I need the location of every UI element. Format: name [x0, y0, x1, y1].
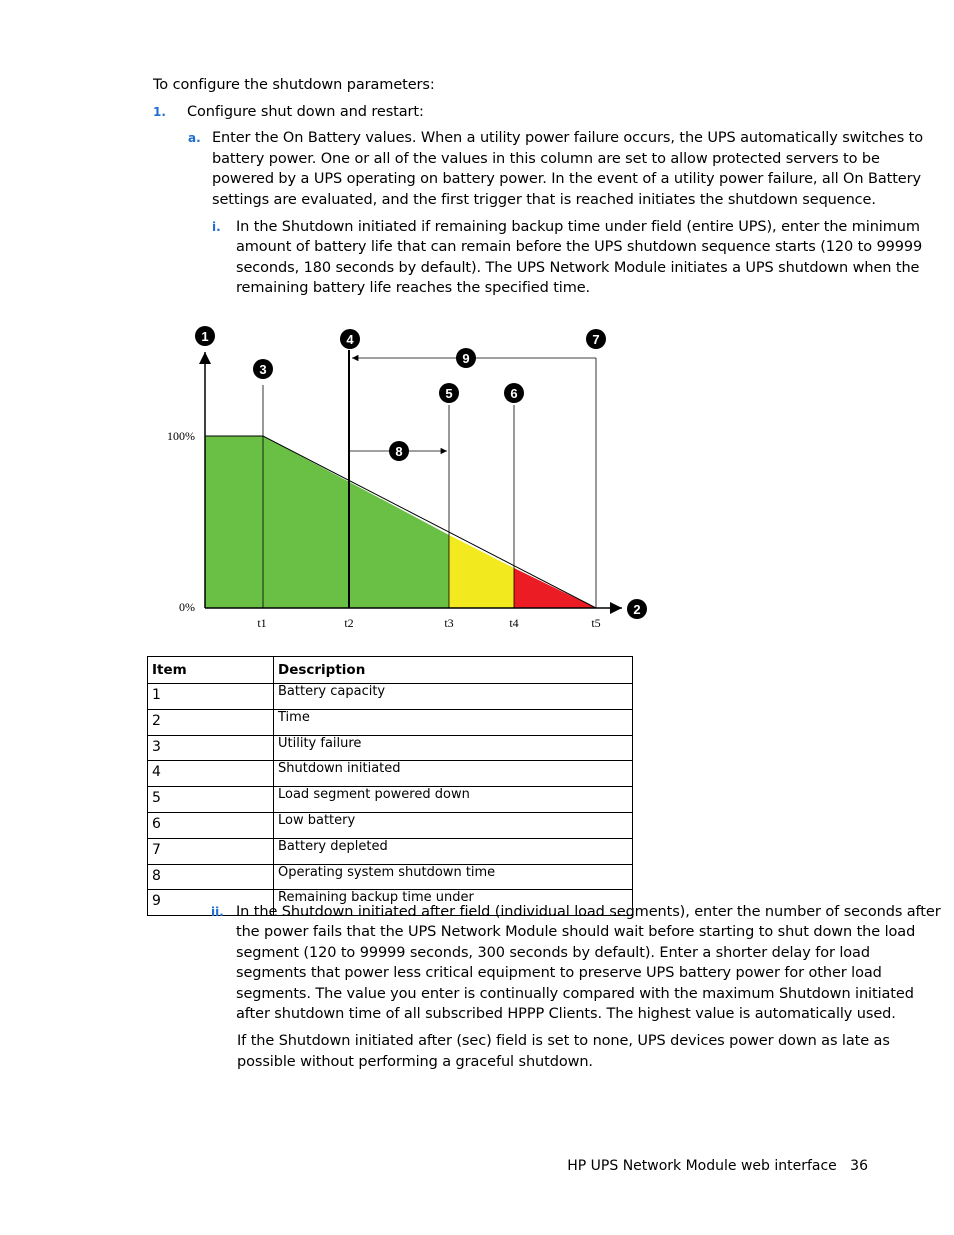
- svg-text:1: 1: [201, 329, 209, 344]
- table-row: [148, 709, 633, 735]
- header-description: Description: [274, 657, 633, 684]
- svg-text:7: 7: [592, 332, 600, 347]
- callout-7: [586, 329, 606, 349]
- page-footer: [567, 1158, 868, 1174]
- step-a-line: powered by a UPS operating on battery power. In the event of a utility power failure, all On Battery: [212, 171, 921, 187]
- x-label-t3: t3: [444, 616, 454, 630]
- callout-3: [253, 359, 273, 379]
- svg-text:3: 3: [259, 362, 267, 377]
- step-ii-line: the power fails that the UPS Network Module should wait before starting to shut down the load: [236, 924, 916, 940]
- row-item: 3: [148, 735, 274, 761]
- table-row: [148, 761, 633, 787]
- table-row: [148, 864, 633, 890]
- step-ii-line: segments that power less critical equipment to preserve UPS battery power for other load: [236, 965, 882, 981]
- footer-title: HP UPS Network Module web interface: [567, 1158, 837, 1174]
- row-description: Low battery: [274, 812, 633, 838]
- x-label-t2: t2: [344, 616, 354, 630]
- step-i-line: amount of battery life that can remain before the UPS shutdown sequence starts (120 to 99999: [236, 239, 923, 255]
- step-1-marker: 1.: [153, 105, 166, 119]
- svg-text:5: 5: [445, 386, 453, 401]
- row-item: 8: [148, 864, 274, 890]
- row-item: 6: [148, 812, 274, 838]
- green-region: [205, 436, 449, 608]
- row-item: 9: [148, 890, 274, 916]
- step-ii-line: after shutdown time of all subscribed HPPP Clients. The highest value is automatically used.: [236, 1006, 896, 1022]
- note-line: possible without performing a graceful shutdown.: [237, 1054, 593, 1070]
- step-ii-line: In the Shutdown initiated after field (individual load segments), enter the number of seconds after: [236, 904, 941, 920]
- step-i-marker: i.: [212, 220, 221, 234]
- y-label-0: 0%: [179, 600, 195, 614]
- callout-9: [456, 348, 476, 368]
- row-item: 4: [148, 761, 274, 787]
- row-item: 7: [148, 838, 274, 864]
- item-description-table: [147, 656, 633, 916]
- row-description: Load segment powered down: [274, 787, 633, 813]
- callout-6: [504, 383, 524, 403]
- x-label-t4: t4: [509, 616, 519, 630]
- svg-text:9: 9: [462, 351, 470, 366]
- step-a-line: Enter the On Battery values. When a utility power failure occurs, the UPS automatically switches to: [212, 130, 924, 146]
- table-header-row: [148, 657, 633, 684]
- callout-4: [340, 329, 360, 349]
- step-a-line: battery power. One or all of the values in this column are set to allow protected servers to be: [212, 151, 880, 167]
- table-row: [148, 787, 633, 813]
- svg-text:8: 8: [395, 444, 403, 459]
- callout-2: [627, 599, 647, 619]
- intro-text: To configure the shutdown parameters:: [153, 77, 435, 93]
- step-ii-marker: ii.: [211, 905, 224, 919]
- y-label-100: 100%: [167, 429, 195, 443]
- step-ii-line: segment (120 to 99999 seconds, 300 seconds by default). Enter a shorter delay for load: [236, 945, 870, 961]
- callout-8: [389, 441, 409, 461]
- step-ii-line: segments. The value you enter is continually compared with the maximum Shutdown initiated: [236, 986, 914, 1002]
- table-row: [148, 684, 633, 710]
- svg-text:4: 4: [346, 332, 354, 347]
- x-label-t1: t1: [257, 616, 267, 630]
- row-description: Battery depleted: [274, 838, 633, 864]
- callout-5: [439, 383, 459, 403]
- row-description: Shutdown initiated: [274, 761, 633, 787]
- step-i-line: In the Shutdown initiated if remaining backup time under field (entire UPS), enter the minimum: [236, 219, 920, 235]
- step-a-marker: a.: [188, 131, 201, 145]
- row-description: Time: [274, 709, 633, 735]
- battery-shutdown-diagram: [150, 315, 660, 645]
- table-row: [148, 735, 633, 761]
- row-item: 1: [148, 684, 274, 710]
- page-number: 36: [850, 1158, 868, 1174]
- step-i-line: seconds, 180 seconds by default). The UPS Network Module initiates a UPS shutdown when the: [236, 260, 920, 276]
- yellow-region: [449, 535, 514, 608]
- row-description: Utility failure: [274, 735, 633, 761]
- callout-1: [195, 326, 215, 346]
- row-description: Remaining backup time under: [274, 890, 633, 916]
- table-row: [148, 838, 633, 864]
- step-1-text: Configure shut down and restart:: [187, 104, 424, 120]
- step-a-line: settings are evaluated, and the first trigger that is reached initiates the shutdown sequence.: [212, 192, 876, 208]
- x-label-t5: t5: [591, 616, 601, 630]
- row-item: 2: [148, 709, 274, 735]
- table-row: [148, 812, 633, 838]
- svg-text:6: 6: [510, 386, 518, 401]
- step-i-line: remaining battery life reaches the specified time.: [236, 280, 591, 296]
- row-description: Operating system shutdown time: [274, 864, 633, 890]
- row-description: Battery capacity: [274, 684, 633, 710]
- row-item: 5: [148, 787, 274, 813]
- note-line: If the Shutdown initiated after (sec) field is set to none, UPS devices power down as late as: [237, 1033, 890, 1049]
- svg-text:2: 2: [633, 602, 641, 617]
- header-item: Item: [148, 657, 274, 684]
